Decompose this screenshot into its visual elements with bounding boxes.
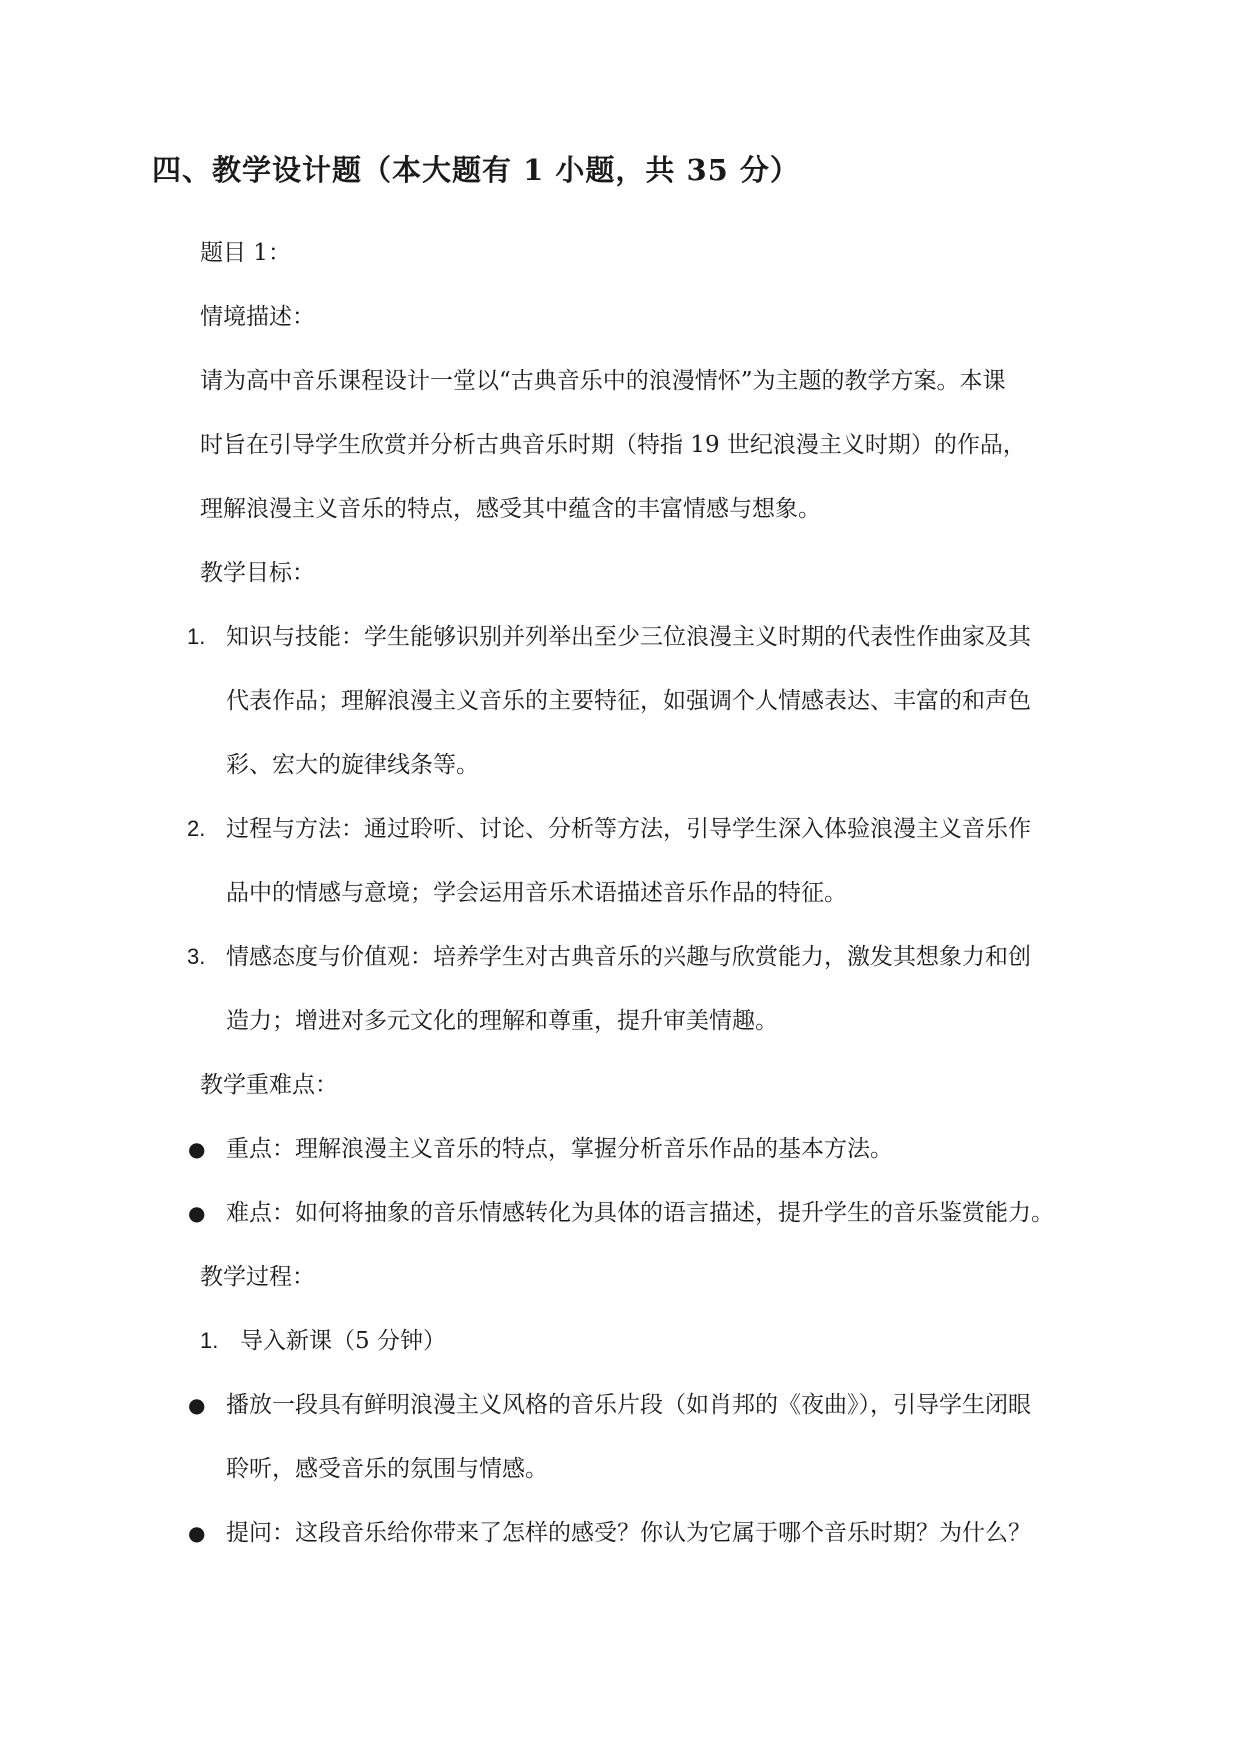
process-step-number: 1. xyxy=(200,1328,219,1353)
scenario-label: 情境描述： xyxy=(200,304,315,330)
bullet-dot: ● xyxy=(188,1521,206,1545)
objective-line: 知识与技能：学生能够识别并列举出至少三位浪漫主义时期的代表性作曲家及其 xyxy=(226,624,1031,650)
scenario-line: 请为高中音乐课程设计一堂以“古典音乐中的浪漫情怀”为主题的教学方案。本课 xyxy=(200,368,1006,394)
objective-number: 2. xyxy=(187,816,206,841)
key-point-line: 难点：如何将抽象的音乐情感转化为具体的语言描述，提升学生的音乐鉴赏能力。 xyxy=(226,1200,1054,1226)
process-bullet-line: 播放一段具有鲜明浪漫主义风格的音乐片段（如肖邦的《夜曲》），引导学生闭眼 xyxy=(226,1392,1031,1418)
objective-line: 代表作品；理解浪漫主义音乐的主要特征，如强调个人情感表达、丰富的和声色 xyxy=(226,688,1031,714)
bullet-dot: ● xyxy=(188,1393,206,1417)
key-points-label: 教学重难点： xyxy=(200,1072,338,1098)
process-step-text: 导入新课（5 分钟） xyxy=(240,1328,446,1354)
objective-line: 彩、宏大的旋律线条等。 xyxy=(226,752,479,778)
bullet-dot: ● xyxy=(188,1201,206,1225)
question-label: 题目 1： xyxy=(200,240,291,266)
objectives-label: 教学目标： xyxy=(200,560,315,586)
bullet-dot: ● xyxy=(188,1137,206,1161)
objective-line: 情感态度与价值观：培养学生对古典音乐的兴趣与欣赏能力，激发其想象力和创 xyxy=(226,944,1031,970)
scenario-line: 时旨在引导学生欣赏并分析古典音乐时期（特指 19 世纪浪漫主义时期）的作品， xyxy=(200,432,1026,458)
objective-line: 品中的情感与意境；学会运用音乐术语描述音乐作品的特征。 xyxy=(226,880,847,906)
objective-line: 造力；增进对多元文化的理解和尊重，提升审美情趣。 xyxy=(226,1008,778,1034)
objective-number: 3. xyxy=(187,944,206,969)
process-bullet-line: 聆听，感受音乐的氛围与情感。 xyxy=(226,1456,548,1482)
key-point-line: 重点：理解浪漫主义音乐的特点，掌握分析音乐作品的基本方法。 xyxy=(226,1136,893,1162)
section-heading: 四、教学设计题（本大题有 1 小题，共 35 分） xyxy=(152,153,800,187)
objective-number: 1. xyxy=(187,624,206,649)
process-label: 教学过程： xyxy=(200,1264,315,1290)
scenario-line: 理解浪漫主义音乐的特点，感受其中蕴含的丰富情感与想象。 xyxy=(200,496,821,522)
process-bullet-line: 提问：这段音乐给你带来了怎样的感受？你认为它属于哪个音乐时期？为什么？ xyxy=(226,1520,1031,1546)
objective-line: 过程与方法：通过聆听、讨论、分析等方法，引导学生深入体验浪漫主义音乐作 xyxy=(226,816,1031,842)
